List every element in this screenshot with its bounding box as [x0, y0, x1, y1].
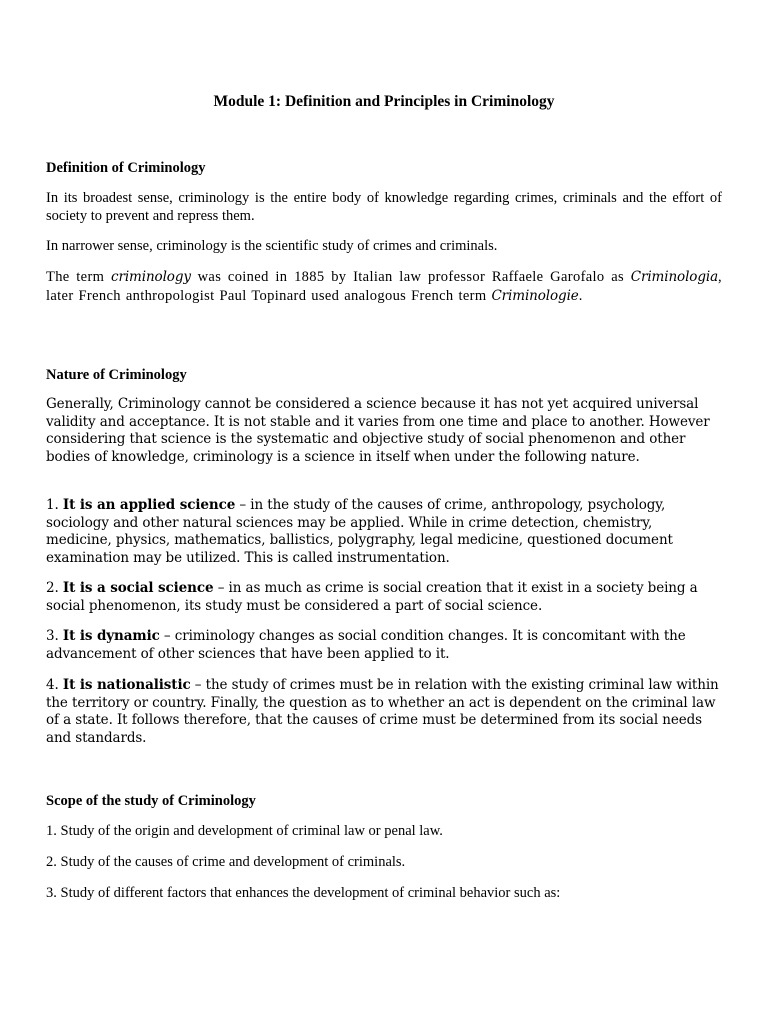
nature-item — [46, 497, 722, 567]
definition-paragraph-term — [46, 268, 722, 305]
item-number: 1. — [46, 497, 63, 513]
term-text: The term — [46, 269, 111, 285]
definition-paragraph-narrow: In narrower sense, criminology is the scientific study of crimes and criminals. — [46, 238, 498, 254]
section-heading-nature: Nature of Criminology — [46, 367, 187, 383]
item-title: It is dynamic — [62, 628, 160, 644]
item-number: 4. — [46, 677, 63, 693]
page-title: Module 1: Definition and Principles in Criminology — [213, 93, 555, 110]
nature-intro-paragraph: Generally, Criminology cannot be considered a science because it has not yet acquired universal validity and acceptance. It is not stable and it varies from one time and place to another. However considering that science is the systematic and objective study of social phenomenon and other bodies of knowledge, criminology is a science in itself when under the following nature. — [46, 396, 710, 465]
scope-list-item: 1. Study of the origin and development of criminal law or penal law. — [46, 823, 443, 839]
item-title: It is nationalistic — [62, 677, 191, 693]
nature-item — [46, 580, 722, 615]
section-heading-definition: Definition of Criminology — [46, 160, 206, 176]
term-text: . — [578, 287, 583, 304]
item-number: 3. — [46, 628, 63, 644]
nature-item — [46, 677, 722, 747]
term-text: , later French anthropologist Paul Topinard used analogous French term — [46, 269, 723, 304]
item-text: – in as much as crime is social creation that it exist in a society being a social phenomenon, its study must be considered a part of social science. — [46, 580, 698, 614]
scope-list-item: 3. Study of different factors that enhances the development of criminal behavior such as: — [46, 885, 561, 901]
nature-item — [46, 628, 722, 663]
item-title: It is an applied science — [62, 497, 236, 513]
term-text: was coined in 1885 by Italian law professor Raffaele Garofalo as — [190, 269, 631, 285]
item-text: – the study of crimes must be in relation with the existing criminal law within the territory or country. Finally, the question as to whether an act is dependent on the criminal law of a state. It follows therefore, that the causes of crime must be determined from its social needs and standards. — [46, 677, 719, 746]
scope-list-item: 2. Study of the causes of crime and development of criminals. — [46, 854, 406, 870]
item-text: – criminology changes as social condition changes. It is concomitant with the advancement of other sciences that have been applied to it. — [46, 628, 686, 662]
item-number: 2. — [46, 580, 63, 596]
term-criminologie: Criminologie — [491, 287, 579, 304]
term-criminologia: Criminologia — [630, 269, 719, 285]
definition-paragraph-broad: In its broadest sense, criminology is the entire body of knowledge regarding crimes, criminals and the effort of society to prevent and repress them. — [46, 190, 722, 224]
section-heading-scope: Scope of the study of Criminology — [46, 793, 256, 809]
item-title: It is a social science — [62, 580, 214, 596]
item-text: – in the study of the causes of crime, anthropology, psychology, sociology and other natural sciences may be applied. While in crime detection, chemistry, medicine, physics, mathematics, ballistics, polygraphy, legal medicine, questioned document examination may be utilized. This is called instrumentation. — [46, 497, 673, 566]
term-criminology: criminology — [111, 269, 191, 285]
